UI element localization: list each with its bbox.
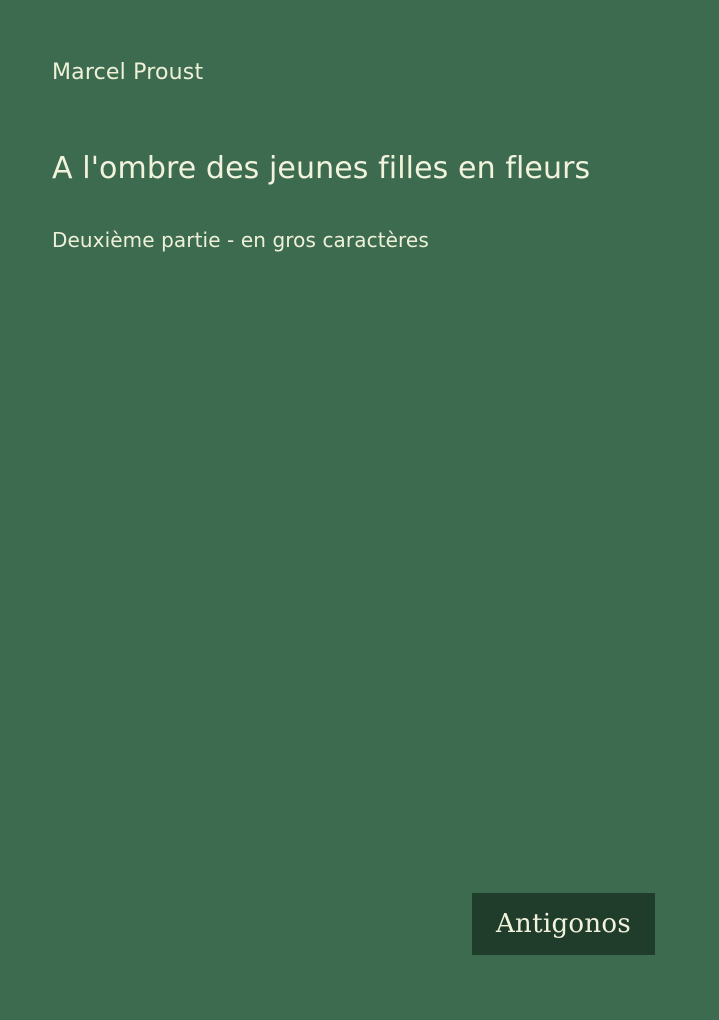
author-name: Marcel Proust [52,60,204,85]
publisher-name: Antigonos [495,909,632,939]
book-title: A l'ombre des jeunes filles en fleurs [52,151,591,186]
cover-text-block [52,58,667,254]
book-subtitle: Deuxième partie - en gros caractères [52,228,429,252]
publisher-badge [472,893,655,955]
